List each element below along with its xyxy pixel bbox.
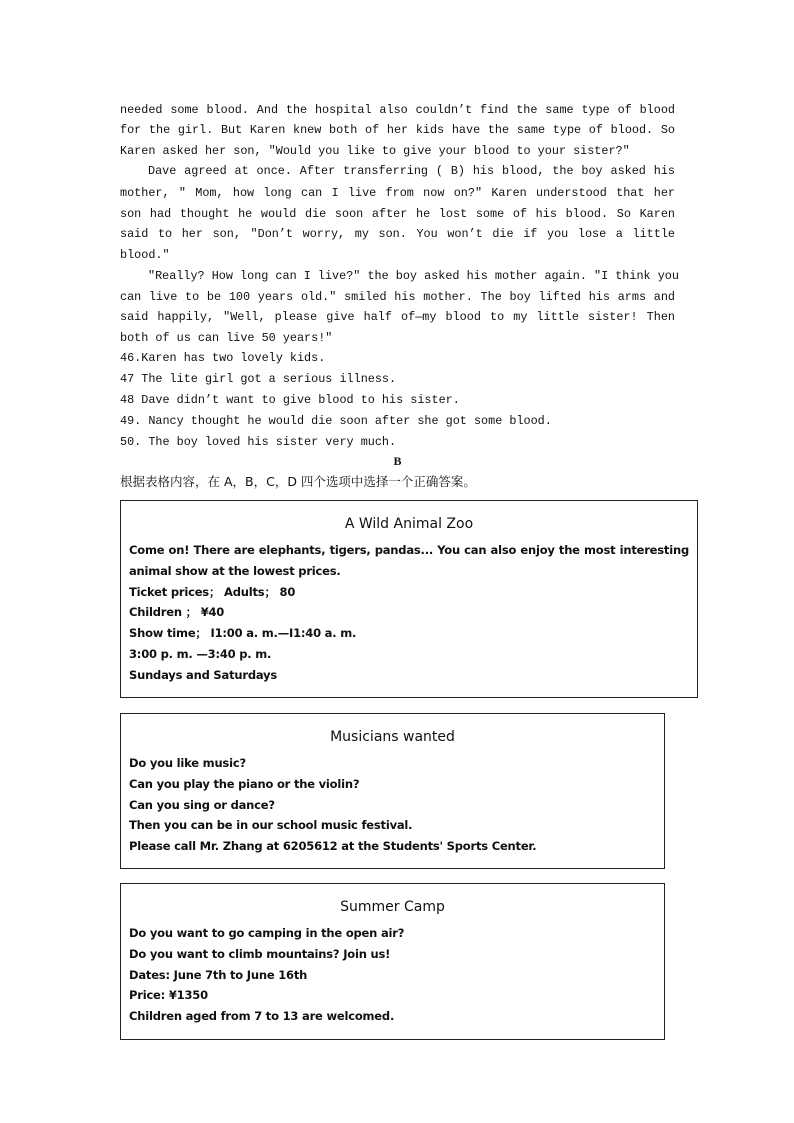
- passage-line: can live to be 100 years old.″ smiled his mother. The boy lifted his arms and: [120, 289, 675, 304]
- camp-line: Dates: June 7th to June 16th: [129, 967, 308, 982]
- passage-line: son had thought he would die soon after he lost some of his blood. So Karen: [120, 206, 675, 221]
- passage-line: blood.″: [120, 248, 170, 263]
- musicians-line: Can you sing or dance?: [129, 797, 275, 812]
- camp-line: Do you want to go camping in the open air?: [129, 926, 405, 940]
- instruction: 根据表格内容，在 A，B，C，D 四个选项中选择一个正确答案。: [120, 474, 476, 489]
- zoo-line: Come on! There are elephants, tigers, pandas... You can also enjoy the most interesting: [129, 543, 689, 557]
- passage-line: said happily, ″Well, please give half of—my blood to my little sister! Then: [120, 310, 675, 325]
- question-46: 46.Karen has two lovely kids.: [120, 350, 326, 365]
- zoo-line: Sundays and Saturdays: [129, 667, 278, 682]
- summer-camp-notice-box: [120, 883, 665, 1040]
- passage-line: mother, ″ Mom, how long can I live from now on?″ Karen understood that her: [120, 185, 675, 200]
- reading-passage: [120, 100, 679, 453]
- camp-line: Children aged from 7 to 13 are welcomed.: [129, 1009, 395, 1024]
- camp-line: Price: ¥1350: [129, 988, 208, 1003]
- musicians-line: Then you can be in our school music festival.: [129, 818, 413, 833]
- musicians-line: Do you like music?: [129, 756, 246, 770]
- zoo-line: Ticket prices； Adults； 80: [129, 584, 296, 599]
- musicians-line: Can you play the piano or the violin?: [129, 776, 360, 791]
- passage-line: ″Really? How long can I live?″ the boy asked his mother again. ″I think you: [148, 269, 679, 284]
- question-48: 48 Dave didn’t want to give blood to his sister.: [120, 392, 460, 407]
- question-47: 47 The lite girl got a serious illness.: [120, 371, 397, 386]
- zoo-line: 3:00 p. m. —3:40 p. m.: [129, 646, 272, 661]
- zoo-line: animal show at the lowest prices.: [129, 563, 341, 578]
- zoo-notice-box: [120, 500, 698, 698]
- camp-title: Summer Camp: [340, 899, 445, 915]
- passage-line: said to her son, ″Don’t worry, my son. You won’t die if you lose a little: [120, 226, 675, 241]
- section-heading: B: [393, 454, 402, 468]
- musicians-notice-box: [120, 713, 665, 869]
- musicians-line: Please call Mr. Zhang at 6205612 at the Students' Sports Center.: [129, 839, 537, 854]
- musicians-title: Musicians wanted: [330, 729, 455, 745]
- passage-line: for the girl. But Karen knew both of her kids have the same type of blood. So: [120, 123, 675, 138]
- zoo-line: Children ； ¥40: [129, 605, 225, 620]
- passage-line: Karen asked her son, ″Would you like to give your blood to your sister?″: [120, 143, 630, 158]
- zoo-line: Show time； I1:00 a. m.—I1:40 a. m.: [129, 626, 357, 641]
- passage-line: needed some blood. And the hospital also couldn’t find the same type of blood: [120, 103, 675, 117]
- camp-line: Do you want to climb mountains? Join us!: [129, 946, 391, 961]
- passage-line: Dave agreed at once. After transferring ( B) his blood, the boy asked his: [148, 164, 675, 179]
- question-49: 49. Nancy thought he would die soon after she got some blood.: [120, 413, 552, 428]
- question-50: 50. The boy loved his sister very much.: [120, 434, 397, 449]
- zoo-title: A Wild Animal Zoo: [344, 516, 474, 532]
- passage-line: both of us can live 50 years!″: [120, 330, 333, 345]
